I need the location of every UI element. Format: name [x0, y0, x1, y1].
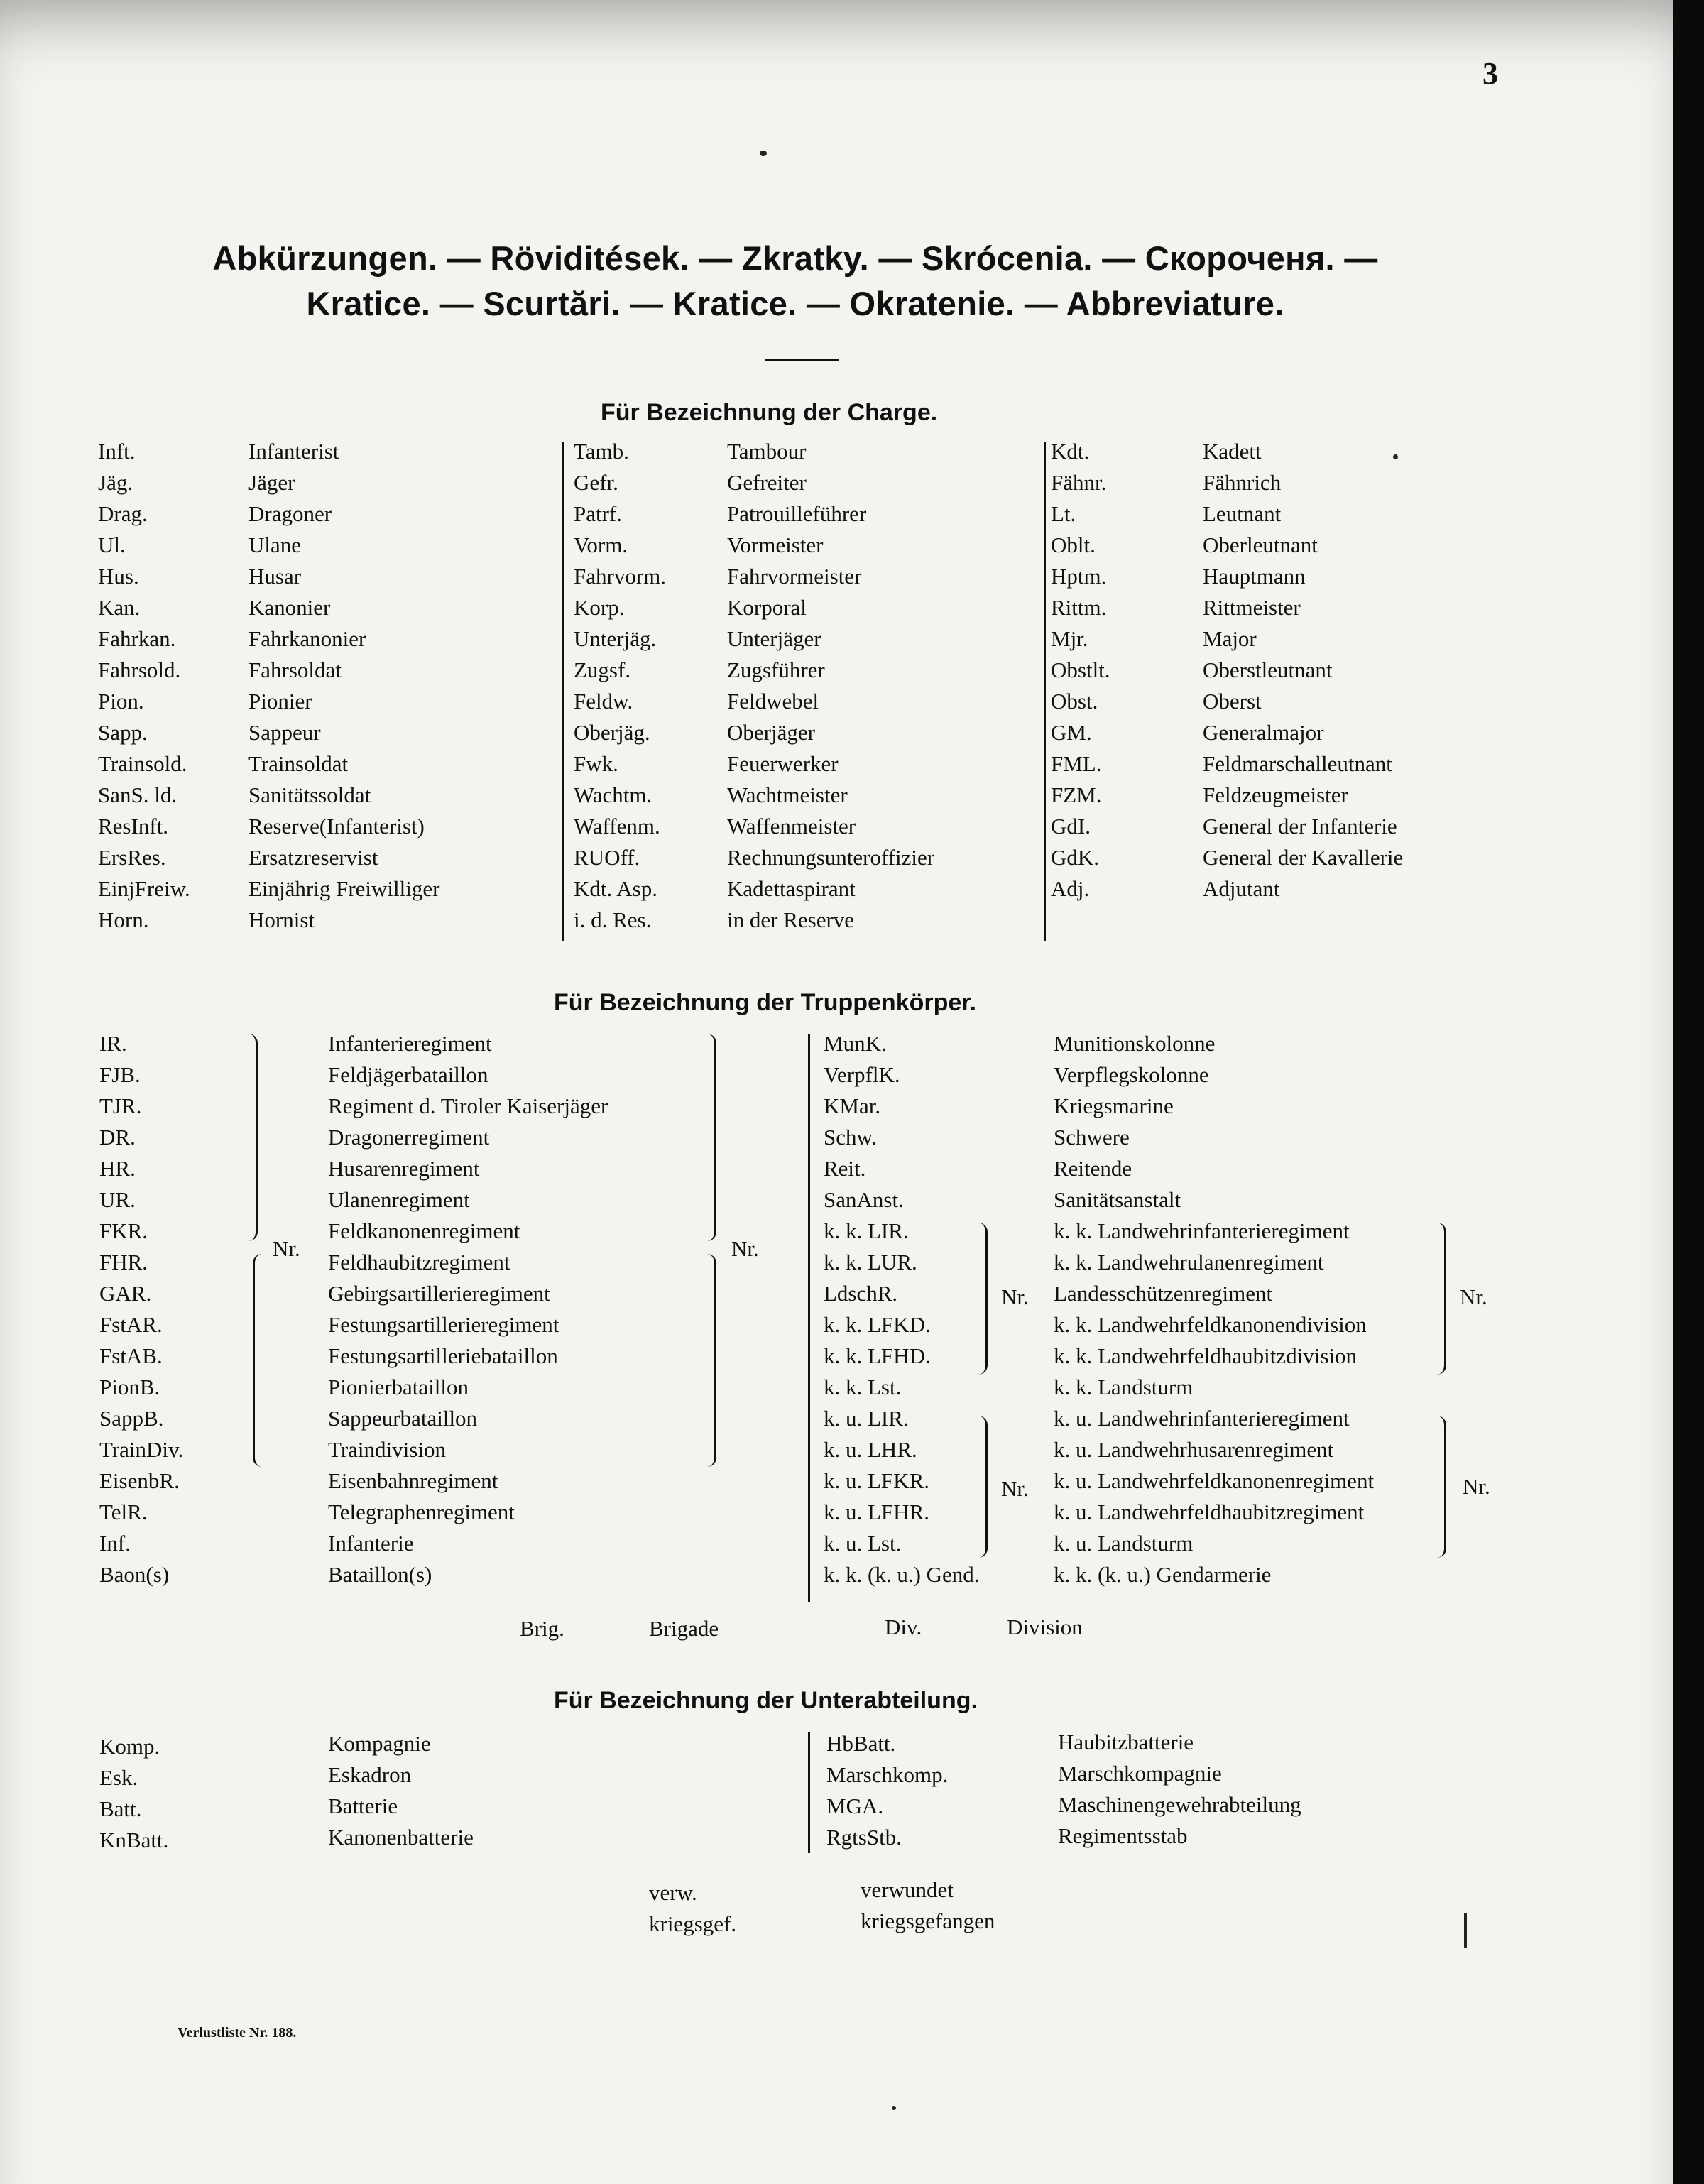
expansion: Husar — [248, 564, 302, 589]
expansion: Zugsführer — [727, 657, 825, 682]
expansion: Oberleutnant — [1203, 533, 1318, 557]
expansion: Pionierbataillon — [328, 1375, 469, 1399]
expansion: Feldzeugmeister — [1203, 782, 1348, 807]
abbreviation: FHR. — [99, 1250, 148, 1274]
expansion: Sappeur — [248, 720, 321, 745]
abbreviation: SappB. — [99, 1406, 164, 1431]
expansion: Patrouilleführer — [727, 501, 867, 526]
abbreviation: RgtsStb. — [826, 1825, 902, 1850]
expansion: Wachtmeister — [727, 782, 848, 807]
nr-label: Nr. — [1460, 1284, 1487, 1309]
expansion: Fähnrich — [1203, 470, 1282, 495]
expansion: Einjährig Freiwilliger — [248, 876, 440, 901]
abbreviation: Zugsf. — [574, 657, 631, 682]
expansion: General der Kavallerie — [1203, 845, 1404, 870]
abbreviation: Inft. — [98, 439, 136, 464]
title-line-1: Abkürzungen. — Röviditések. — Zkratky. — Skrócenia. — Скороченя. — — [212, 239, 1378, 277]
bracket — [1437, 1416, 1446, 1558]
abbreviation: k. k. Lst. — [824, 1375, 902, 1399]
expansion: Bataillon(s) — [328, 1562, 432, 1587]
expansion: Infanterist — [248, 439, 339, 464]
expansion: verwundet — [861, 1877, 954, 1902]
abbreviation: ResInft. — [98, 814, 169, 839]
abbreviation: Kan. — [98, 595, 141, 620]
abbreviation: Schw. — [824, 1125, 877, 1150]
abbreviation: Hptm. — [1051, 564, 1107, 589]
abbreviation: Drag. — [98, 501, 148, 526]
abbreviation: HbBatt. — [826, 1731, 896, 1756]
abbreviation: IR. — [99, 1031, 127, 1056]
abbreviation: Lt. — [1051, 501, 1076, 526]
abbreviation: Fähnr. — [1051, 470, 1107, 495]
abbreviation: GAR. — [99, 1281, 152, 1306]
extra-full — [861, 1874, 995, 1937]
charge-col2-full — [727, 436, 934, 936]
abbreviation: Batt. — [99, 1796, 142, 1821]
abbreviation: Vorm. — [574, 533, 628, 557]
bracket — [1437, 1223, 1446, 1375]
expansion: Infanterieregiment — [328, 1031, 492, 1056]
expansion: Kompagnie — [328, 1731, 431, 1756]
page-number: 3 — [1482, 56, 1498, 91]
expansion: Festungsartilleriebataillon — [328, 1343, 558, 1368]
abbreviation: k. k. LFKD. — [824, 1312, 931, 1337]
expansion: Tambour — [727, 439, 807, 464]
expansion: Vormeister — [727, 533, 824, 557]
bracket — [707, 1254, 716, 1467]
abbreviation: FKR. — [99, 1218, 148, 1243]
expansion: Oberst — [1203, 689, 1262, 714]
abbreviation: Reit. — [824, 1156, 866, 1181]
expansion: in der Reserve — [727, 907, 855, 932]
expansion: Ulane — [248, 533, 302, 557]
unter-col1-full — [328, 1728, 474, 1853]
brig-full: Brigade — [649, 1616, 719, 1641]
expansion: k. k. Landwehrinfanterieregiment — [1054, 1218, 1350, 1243]
expansion: Gefreiter — [727, 470, 807, 495]
expansion: Regiment d. Tiroler Kaiserjäger — [328, 1093, 608, 1118]
truppen-col1-abbr — [99, 1028, 183, 1590]
abbreviation: Komp. — [99, 1734, 160, 1759]
abbreviation: k. u. Lst. — [824, 1531, 902, 1556]
abbreviation: DR. — [99, 1125, 136, 1150]
expansion: Waffenmeister — [727, 814, 856, 839]
abbreviation: TrainDiv. — [99, 1437, 184, 1462]
abbreviation: SanS. ld. — [98, 782, 178, 807]
expansion: Maschinengewehrabteilung — [1058, 1792, 1301, 1817]
abbreviation: KnBatt. — [99, 1828, 169, 1852]
expansion: Sappeurbataillon — [328, 1406, 478, 1431]
abbreviation: Sapp. — [98, 720, 148, 745]
charge-col1-abbr — [98, 436, 190, 936]
expansion: Regimentsstab — [1058, 1823, 1188, 1848]
abbreviation: kriegsgef. — [649, 1911, 737, 1936]
abbreviation: Obstlt. — [1051, 657, 1110, 682]
extra-abbr — [649, 1877, 736, 1940]
abbreviation: Pion. — [98, 689, 144, 714]
abbreviation: MGA. — [826, 1793, 884, 1818]
expansion: Ersatzreservist — [248, 845, 378, 870]
abbreviation: Fahrsold. — [98, 657, 181, 682]
column-divider — [808, 1034, 810, 1602]
abbreviation: Fwk. — [574, 751, 618, 776]
expansion: Eskadron — [328, 1762, 412, 1787]
abbreviation: GdI. — [1051, 814, 1091, 839]
charge-col1-full — [248, 436, 439, 936]
abbreviation: Marschkomp. — [826, 1762, 949, 1787]
div-full: Division — [1007, 1615, 1083, 1639]
expansion: Leutnant — [1203, 501, 1282, 526]
abbreviation: Feldw. — [574, 689, 633, 714]
charge-col3-abbr — [1051, 436, 1110, 905]
abbreviation: RUOff. — [574, 845, 640, 870]
column-divider — [808, 1732, 810, 1853]
expansion: Fahrvormeister — [727, 564, 862, 589]
bracket — [978, 1223, 988, 1375]
expansion: Trainsoldat — [248, 751, 349, 776]
truppen-heading: Für Bezeichnung der Truppenkörper. — [554, 989, 977, 1016]
expansion: Generalmajor — [1203, 720, 1324, 745]
abbreviation: Patrf. — [574, 501, 623, 526]
expansion: Unterjäger — [727, 626, 821, 651]
expansion: k. u. Landsturm — [1054, 1531, 1194, 1556]
abbreviation: TJR. — [99, 1093, 142, 1118]
abbreviation: HR. — [99, 1156, 136, 1181]
scan-speck — [1464, 1913, 1467, 1948]
expansion: Hauptmann — [1203, 564, 1306, 589]
abbreviation: Gefr. — [574, 470, 618, 495]
abbreviation: Ul. — [98, 533, 126, 557]
charge-heading: Für Bezeichnung der Charge. — [601, 399, 938, 426]
expansion: Feldwebel — [727, 689, 819, 714]
abbreviation: LdschR. — [824, 1281, 898, 1306]
expansion: k. u. Landwehrhusarenregiment — [1054, 1437, 1334, 1462]
expansion: Schwere — [1054, 1125, 1130, 1150]
expansion: Rechnungsunteroffizier — [727, 845, 935, 870]
abbreviation: Horn. — [98, 907, 149, 932]
abbreviation: Korp. — [574, 595, 625, 620]
expansion: k. u. Landwehrfeldkanonenregiment — [1054, 1468, 1375, 1493]
abbreviation: Unterjäg. — [574, 626, 657, 651]
expansion: Sanitätssoldat — [248, 782, 371, 807]
abbreviation: Waffenm. — [574, 814, 660, 839]
expansion: k. k. Landwehrulanenregiment — [1054, 1250, 1324, 1274]
abbreviation: Kdt. Asp. — [574, 876, 657, 901]
abbreviation: k. u. LHR. — [824, 1437, 917, 1462]
scan-speck — [1393, 454, 1398, 459]
charge-col2-abbr — [574, 436, 666, 936]
abbreviation: k. k. LFHD. — [824, 1343, 931, 1368]
expansion: Feldhaubitzregiment — [328, 1250, 510, 1274]
abbreviation: VerpflK. — [824, 1062, 900, 1087]
bracket — [248, 1034, 258, 1241]
abbreviation: Baon(s) — [99, 1562, 170, 1587]
abbreviation: k. u. LFKR. — [824, 1468, 929, 1493]
abbreviation: verw. — [649, 1880, 697, 1905]
expansion: Ulanenregiment — [328, 1187, 470, 1212]
footer-note: Verlustliste Nr. 188. — [178, 2025, 297, 2041]
bracket — [707, 1034, 716, 1241]
expansion: k. k. Landwehrfeldhaubitzdivision — [1054, 1343, 1358, 1368]
expansion: Korporal — [727, 595, 807, 620]
abbreviation: FstAB. — [99, 1343, 163, 1368]
abbreviation: k. u. LIR. — [824, 1406, 909, 1431]
abbreviation: FML. — [1051, 751, 1102, 776]
expansion: Kanonenbatterie — [328, 1825, 474, 1850]
abbreviation: KMar. — [824, 1093, 881, 1118]
abbreviation: Tamb. — [574, 439, 629, 464]
bracket — [253, 1254, 262, 1467]
unter-col2-full — [1058, 1727, 1301, 1852]
expansion: k. k. (k. u.) Gendarmerie — [1054, 1562, 1272, 1587]
scan-speck — [760, 151, 767, 156]
abbreviation: Oblt. — [1051, 533, 1096, 557]
expansion: Major — [1203, 626, 1257, 651]
expansion: Verpflegskolonne — [1054, 1062, 1209, 1087]
abbreviation: k. k. LUR. — [824, 1250, 917, 1274]
expansion: Adjutant — [1203, 876, 1280, 901]
abbreviation: Fahrvorm. — [574, 564, 667, 589]
abbreviation: TelR. — [99, 1500, 148, 1524]
abbreviation: Adj. — [1051, 876, 1090, 901]
abbreviation: Inf. — [99, 1531, 131, 1556]
nr-label: Nr. — [1001, 1476, 1029, 1501]
expansion: Infanterie — [328, 1531, 414, 1556]
abbreviation: SanAnst. — [824, 1187, 904, 1212]
expansion: Feldmarschalleutnant — [1203, 751, 1392, 776]
expansion: Rittmeister — [1203, 595, 1301, 620]
expansion: k. u. Landwehrinfanterieregiment — [1054, 1406, 1350, 1431]
expansion: Hornist — [248, 907, 315, 932]
div-abbr: Div. — [885, 1615, 922, 1639]
expansion: Marschkompagnie — [1058, 1761, 1222, 1786]
nr-label: Nr. — [731, 1236, 759, 1261]
expansion: Kadett — [1203, 439, 1262, 464]
expansion: Feldjägerbataillon — [328, 1062, 488, 1087]
brig-abbr: Brig. — [520, 1616, 564, 1641]
expansion: Traindivision — [328, 1437, 446, 1462]
abbreviation: FJB. — [99, 1062, 141, 1087]
expansion: Reitende — [1054, 1156, 1132, 1181]
expansion: k. k. Landwehrfeldkanonendivision — [1054, 1312, 1367, 1337]
expansion: Dragonerregiment — [328, 1125, 490, 1150]
abbreviation: GdK. — [1051, 845, 1100, 870]
truppen-col1-full — [328, 1028, 608, 1590]
abbreviation: k. k. LIR. — [824, 1218, 909, 1243]
abbreviation: Kdt. — [1051, 439, 1090, 464]
abbreviation: EinjFreiw. — [98, 876, 190, 901]
title-line-2: Kratice. — Scurtări. — Kratice. — Okratenie. — Abbreviature. — [306, 285, 1284, 322]
abbreviation: Trainsold. — [98, 751, 187, 776]
expansion: Sanitätsanstalt — [1054, 1187, 1181, 1212]
truppen-col2-full — [1054, 1028, 1374, 1590]
expansion: Haubitzbatterie — [1058, 1730, 1194, 1754]
column-divider — [562, 442, 564, 941]
unter-col1-abbr — [99, 1731, 168, 1856]
abbreviation: FZM. — [1051, 782, 1102, 807]
title-divider — [765, 359, 839, 361]
abbreviation: k. k. (k. u.) Gend. — [824, 1562, 980, 1587]
expansion: Husarenregiment — [328, 1156, 480, 1181]
abbreviation: Hus. — [98, 564, 139, 589]
expansion: k. k. Landsturm — [1054, 1375, 1194, 1399]
unter-heading: Für Bezeichnung der Unterabteilung. — [554, 1687, 978, 1714]
expansion: Oberjäger — [727, 720, 815, 745]
expansion: k. u. Landwehrfeldhaubitzregiment — [1054, 1500, 1365, 1524]
expansion: Feuerwerker — [727, 751, 839, 776]
expansion: Kadettaspirant — [727, 876, 856, 901]
abbreviation: MunK. — [824, 1031, 887, 1056]
abbreviation: Jäg. — [98, 470, 133, 495]
expansion: Fahrkanonier — [248, 626, 366, 651]
abbreviation: Oberjäg. — [574, 720, 650, 745]
scan-speck — [892, 2106, 896, 2110]
expansion: kriegsgefangen — [861, 1909, 995, 1933]
nr-label: Nr. — [273, 1236, 300, 1261]
charge-col3-full — [1203, 436, 1403, 905]
expansion: Kriegsmarine — [1054, 1093, 1174, 1118]
abbreviation: Mjr. — [1051, 626, 1088, 651]
expansion: General der Infanterie — [1203, 814, 1397, 839]
abbreviation: GM. — [1051, 720, 1092, 745]
abbreviation: Wachtm. — [574, 782, 652, 807]
abbreviation: Obst. — [1051, 689, 1098, 714]
expansion: Oberstleutnant — [1203, 657, 1333, 682]
unter-col2-abbr — [826, 1728, 948, 1853]
abbreviation: FstAR. — [99, 1312, 163, 1337]
truppen-col2-abbr — [824, 1028, 980, 1590]
expansion: Reserve(Infanterist) — [248, 814, 425, 839]
expansion: Batterie — [328, 1793, 398, 1818]
expansion: Festungsartillerieregiment — [328, 1312, 559, 1337]
expansion: Landesschützenregiment — [1054, 1281, 1273, 1306]
expansion: Kanonier — [248, 595, 331, 620]
expansion: Telegraphenregiment — [328, 1500, 515, 1524]
abbreviation: Esk. — [99, 1765, 138, 1790]
expansion: Eisenbahnregiment — [328, 1468, 498, 1493]
expansion: Pionier — [248, 689, 312, 714]
abbreviation: EisenbR. — [99, 1468, 180, 1493]
abbreviation: Fahrkan. — [98, 626, 176, 651]
expansion: Fahrsoldat — [248, 657, 342, 682]
abbreviation: i. d. Res. — [574, 907, 652, 932]
bracket — [978, 1416, 988, 1558]
abbreviation: PionB. — [99, 1375, 160, 1399]
abbreviation: UR. — [99, 1187, 136, 1212]
expansion: Munitionskolonne — [1054, 1031, 1216, 1056]
abbreviation: ErsRes. — [98, 845, 166, 870]
abbreviation: k. u. LFHR. — [824, 1500, 929, 1524]
expansion: Jäger — [248, 470, 295, 495]
nr-label: Nr. — [1001, 1284, 1029, 1309]
expansion: Dragoner — [248, 501, 332, 526]
expansion: Gebirgsartillerieregiment — [328, 1281, 550, 1306]
column-divider — [1044, 442, 1046, 941]
nr-label: Nr. — [1463, 1474, 1490, 1499]
expansion: Feldkanonenregiment — [328, 1218, 520, 1243]
abbreviation: Rittm. — [1051, 595, 1107, 620]
